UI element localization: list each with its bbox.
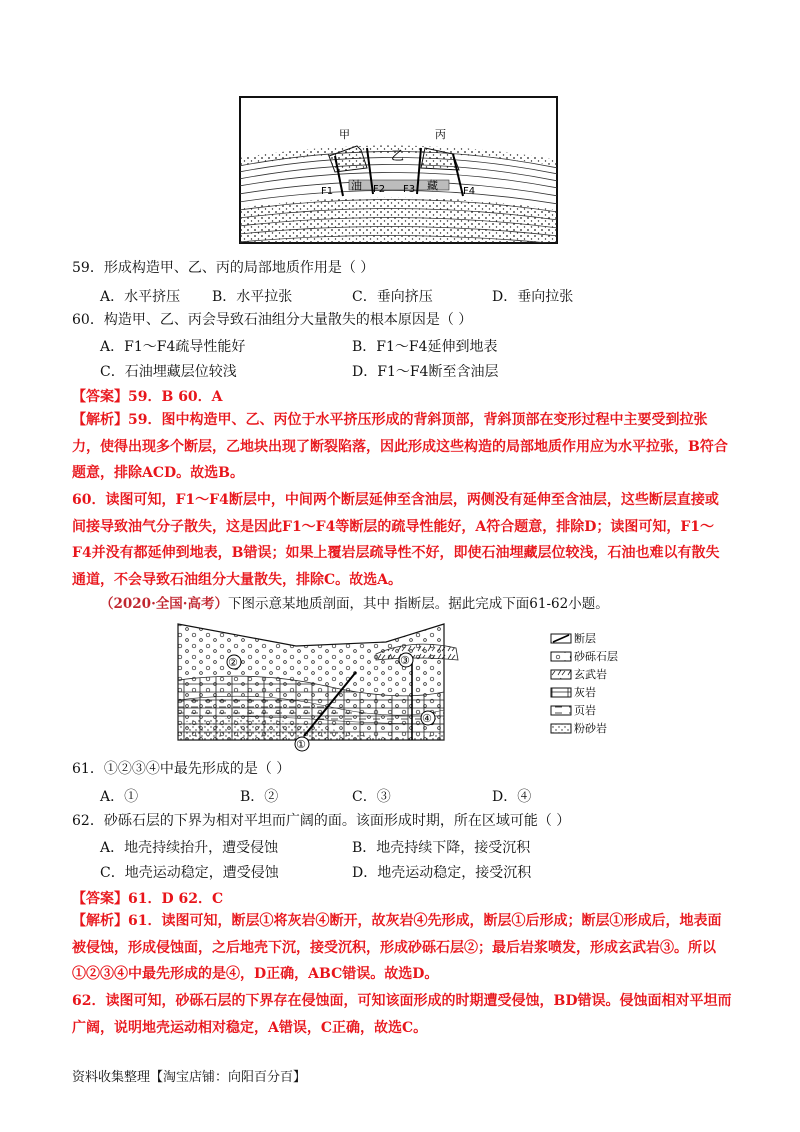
- q59-option-b: B．水平拉张: [212, 289, 293, 305]
- q62-option-d: D．地壳运动稳定，接受沉积: [352, 865, 532, 881]
- legend-basalt: 玄武岩: [574, 668, 607, 681]
- q61-option-a: A．①: [100, 789, 139, 805]
- q61-option-b: B．②: [240, 789, 279, 805]
- analysis-59: 【解析】59．图中构造甲、乙、丙位于水平挤压形成的背斜顶部，背斜顶部在变形过程中主要受到拉张力，使得出现多个断层，乙地块出现了断裂陷落，因此形成这些构造的局部地质作用应为水平拉张，B符合题意，排除ACD。故选B。: [72, 412, 728, 481]
- marker-4: ④: [422, 712, 432, 725]
- question-61: 61．①②③④中最先形成的是（ ）: [72, 761, 291, 777]
- analysis-62: 62．读图可知，砂砾石层的下界存在侵蚀面，可知该面形成的时期遭受侵蚀，BD错误。侵蚀面相对平坦而广阔，说明地壳运动相对稳定，A错误，C正确，故选C。: [72, 993, 732, 1036]
- question-60: 60．构造甲、乙、丙会导致石油组分大量散失的根本原因是（ ）: [72, 312, 473, 328]
- legend-fault: 断层: [574, 632, 596, 645]
- q60-option-a: A．F1～F4疏导性能好: [100, 339, 246, 355]
- marker-2: ②: [228, 656, 238, 669]
- intro-text: 下图示意某地质剖面，其中 指断层。据此完成下面61-62小题。: [227, 596, 609, 612]
- legend-shale: 页岩: [574, 704, 596, 717]
- intro-source: （2020·全国·高考）: [100, 596, 228, 612]
- geologic-section-diagram: [176, 620, 626, 752]
- fault-label-f1: F1: [321, 186, 334, 197]
- legend-siltstone: 粉砂岩: [574, 722, 607, 735]
- q59-option-d: D．垂向拉张: [492, 289, 574, 305]
- q59-option-c: C．垂向挤压: [352, 289, 433, 305]
- legend-limestone: 灰岩: [574, 686, 596, 699]
- question-59: 59．形成构造甲、乙、丙的局部地质作用是（ ）: [72, 260, 375, 276]
- q61-option-d: D．④: [492, 789, 532, 805]
- answer-59-60: 【答案】59．B 60．A: [72, 389, 223, 405]
- anticline-fault-diagram: [239, 96, 558, 244]
- legend-gravel: 砂砾石层: [574, 650, 618, 663]
- fault-label-f2: F2: [373, 184, 386, 195]
- analysis-60: 60．读图可知，F1～F4断层中，中间两个断层延伸至含油层，两侧没有延伸至含油层，这些断层直接或间接导致油气分子散失，这是因此F1～F4等断层的疏导性能好，A符合题意，排除D；读图可知，F1～F4并没有都延伸到地表，B错误；如果上覆岩层疏导性不好，即使石油埋藏层位较浅，石油也难以有散失通道，不会导致石油组分大量散失，排除C。故选A。: [72, 492, 720, 588]
- marker-1: ①: [296, 738, 306, 751]
- fault-label-f4: F4: [463, 186, 476, 197]
- question-62: 62．砂砾石层的下界为相对平坦而广阔的面。该面形成时期，所在区域可能（ ）: [72, 813, 571, 829]
- q59-option-a: A．水平挤压: [100, 289, 181, 305]
- page-footer: 资料收集整理【淘宝店铺：向阳百分百】: [72, 1070, 307, 1085]
- question-intro-61-62: [100, 592, 609, 612]
- q62-option-a: A．地壳持续抬升，遭受侵蚀: [100, 840, 279, 856]
- label-bing: 丙: [435, 128, 446, 141]
- q60-option-b: B．F1～F4延伸到地表: [352, 339, 498, 355]
- q62-option-c: C．地壳运动稳定，遭受侵蚀: [100, 865, 279, 881]
- q62-option-b: B．地壳持续下降，接受沉积: [352, 840, 531, 856]
- fault-label-f3: F3: [403, 184, 416, 195]
- q61-option-c: C．③: [352, 789, 391, 805]
- label-cang: 藏: [427, 179, 438, 192]
- analysis-61: 【解析】61．读图可知，断层①将灰岩④断开，故灰岩④先形成，断层①后形成；断层①形成后，地表面被侵蚀，形成侵蚀面，之后地壳下沉，接受沉积，形成砂砾石层②；最后岩浆喷发，形成玄武岩③。所以①②③④中最先形成的是④，D正确，ABC错误。故选D。: [72, 913, 722, 982]
- q60-option-d: D．F1～F4断至含油层: [352, 364, 499, 380]
- legend: [551, 631, 618, 735]
- label-you: 油: [351, 179, 362, 192]
- answer-61-62: 【答案】61．D 62．C: [72, 891, 224, 907]
- q60-option-c: C．石油埋藏层位较浅: [100, 364, 237, 380]
- label-jia: 甲: [339, 128, 350, 141]
- marker-3: ③: [400, 654, 410, 667]
- label-yi: 乙: [391, 149, 405, 164]
